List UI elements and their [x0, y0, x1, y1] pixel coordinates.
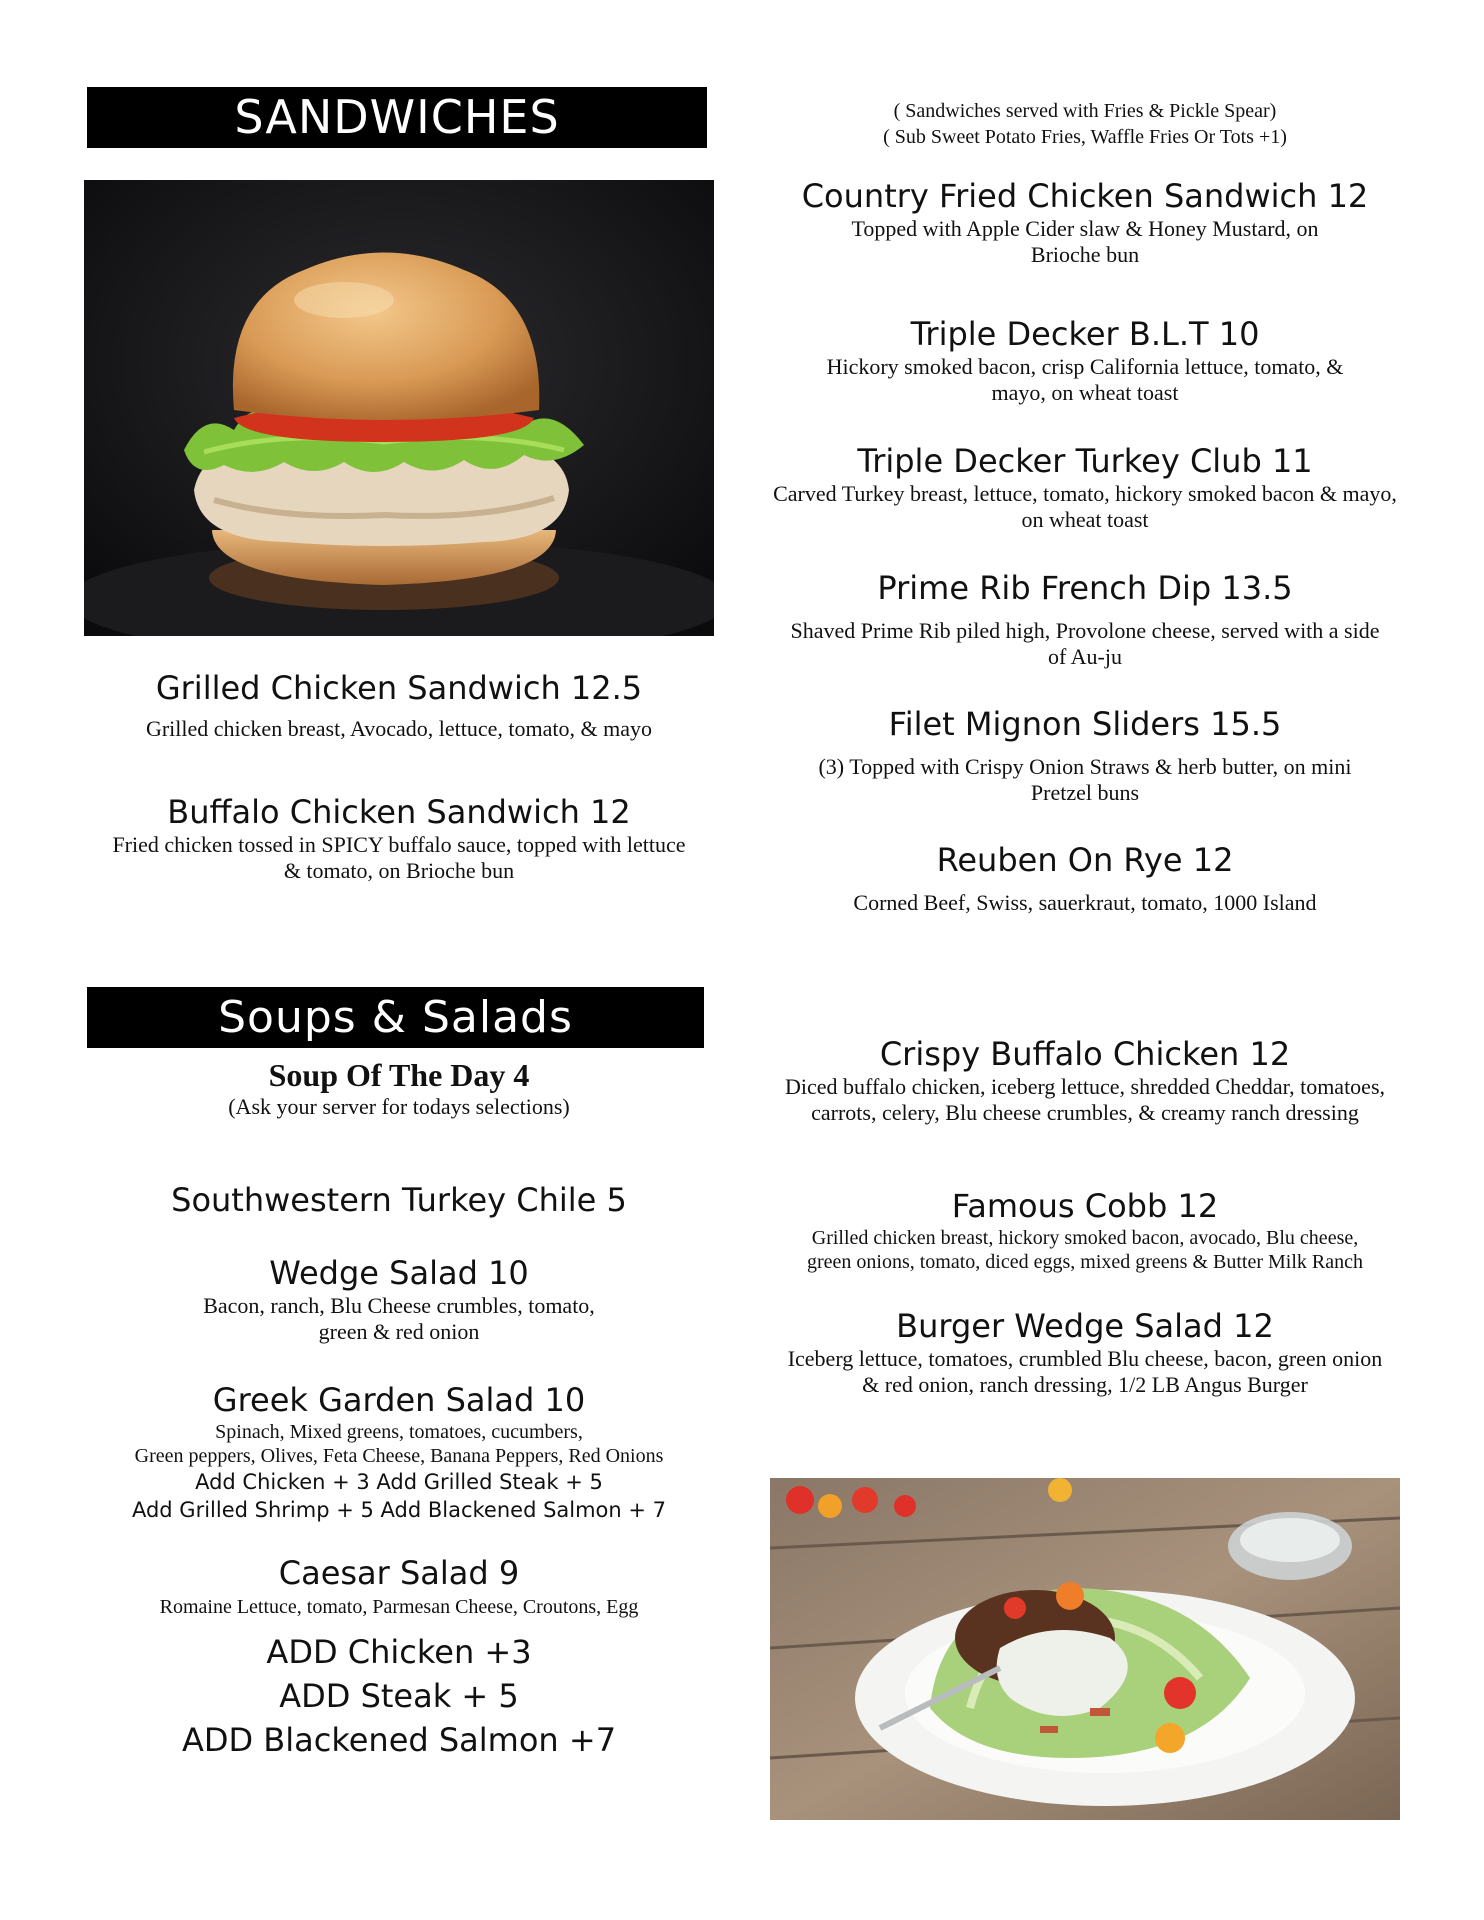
item-description: Topped with Apple Cider slaw & Honey Mustard, on Brioche bun	[851, 216, 1319, 267]
item-name: Country Fried Chicken Sandwich 12	[801, 177, 1369, 215]
item-description: Shaved Prime Rib piled high, Provolone cheese, served with a side of Au-ju	[790, 618, 1380, 669]
item-description: Grilled chicken breast, Avocado, lettuce, tomato, & mayo	[145, 716, 653, 741]
menu-item-southwestern-turkey-chile	[84, 1180, 714, 1220]
item-description: Diced buffalo chicken, iceberg lettuce, shredded Cheddar, tomatoes, carrots, celery, Blu cheese crumbles, & creamy ranch dressing	[784, 1074, 1386, 1125]
item-addon-line: Add Chicken + 3 Add Grilled Steak + 5	[195, 1470, 603, 1494]
item-description: Fried chicken tossed in SPICY buffalo sauce, topped with lettuce & tomato, on Brioche bun	[112, 832, 686, 883]
soups-salads-section-title: Soups & Salads	[87, 987, 704, 1048]
item-name: Burger Wedge Salad 12	[896, 1307, 1274, 1345]
item-name: Triple Decker B.L.T 10	[910, 315, 1260, 353]
sides-note-line: ( Sub Sweet Potato Fries, Waffle Fries Or Tots +1)	[883, 126, 1287, 148]
item-description: Iceberg lettuce, tomatoes, crumbled Blu cheese, bacon, green onion & red onion, ranch dressing, 1/2 LB Angus Burger	[787, 1346, 1383, 1397]
item-description-line: green onions, tomato, diced eggs, mixed greens & Butter Milk Ranch	[807, 1251, 1363, 1273]
menu-item-prime-rib-french-dip	[770, 568, 1400, 670]
menu-item-soup-of-the-day	[84, 1056, 714, 1120]
item-description-line: Grilled chicken breast, hickory smoked bacon, avocado, Blu cheese,	[811, 1227, 1359, 1249]
item-name: Wedge Salad 10	[269, 1254, 529, 1292]
item-name: Buffalo Chicken Sandwich 12	[167, 793, 631, 831]
item-name: Southwestern Turkey Chile 5	[171, 1181, 627, 1219]
item-name: Grilled Chicken Sandwich 12.5	[155, 669, 643, 707]
item-description: Carved Turkey breast, lettuce, tomato, hickory smoked bacon & mayo, on wheat toast	[773, 481, 1397, 532]
menu-item-wedge-salad	[104, 1253, 694, 1345]
add-on-steak: ADD Steak + 5	[279, 1677, 519, 1715]
add-on-chicken: ADD Chicken +3	[266, 1633, 532, 1671]
item-description-line: Green peppers, Olives, Feta Cheese, Banana Peppers, Red Onions	[134, 1445, 664, 1467]
menu-item-burger-wedge-salad	[770, 1306, 1400, 1398]
item-name: Famous Cobb 12	[951, 1187, 1219, 1225]
item-description-line: Spinach, Mixed greens, tomatoes, cucumbers,	[215, 1421, 583, 1443]
salad-add-ons	[84, 1630, 714, 1762]
sandwiches-section-title: SANDWICHES	[87, 87, 707, 148]
item-name: Crispy Buffalo Chicken 12	[879, 1035, 1291, 1073]
add-on-blackened-salmon: ADD Blackened Salmon +7	[181, 1721, 617, 1759]
item-name: Greek Garden Salad 10	[212, 1381, 586, 1419]
item-description: (3) Topped with Crispy Onion Straws & herb butter, on mini Pretzel buns	[818, 754, 1352, 805]
menu-item-triple-decker-blt	[770, 314, 1400, 406]
menu-item-buffalo-chicken-sandwich	[104, 792, 694, 884]
item-name: Caesar Salad 9	[278, 1554, 520, 1592]
item-name: Soup Of The Day 4	[268, 1057, 530, 1093]
item-description: Bacon, ranch, Blu Cheese crumbles, tomato, green & red onion	[203, 1293, 595, 1344]
burger-wedge-salad-photo	[770, 1478, 1400, 1820]
item-description: Romaine Lettuce, tomato, Parmesan Cheese, Croutons, Egg	[159, 1596, 639, 1618]
menu-item-filet-mignon-sliders	[770, 704, 1400, 806]
item-name: Prime Rib French Dip 13.5	[877, 569, 1293, 607]
menu-item-grilled-chicken-sandwich	[84, 668, 714, 742]
menu-item-country-fried-chicken-sandwich	[770, 176, 1400, 268]
item-name: Reuben On Rye 12	[936, 841, 1234, 879]
menu-item-crispy-buffalo-chicken	[770, 1034, 1400, 1126]
item-name: Triple Decker Turkey Club 11	[857, 442, 1313, 480]
menu-item-triple-decker-turkey-club	[770, 441, 1400, 533]
item-description: Corned Beef, Swiss, sauerkraut, tomato, 1000 Island	[853, 890, 1317, 915]
item-addon-line: Add Grilled Shrimp + 5 Add Blackened Salmon + 7	[131, 1498, 667, 1522]
sandwich-sides-note	[770, 98, 1400, 150]
item-name: Filet Mignon Sliders 15.5	[888, 705, 1282, 743]
item-description: Hickory smoked bacon, crisp California lettuce, tomato, & mayo, on wheat toast	[826, 354, 1344, 405]
menu-item-greek-garden-salad	[84, 1380, 714, 1524]
sides-note-line: ( Sandwiches served with Fries & Pickle Spear)	[893, 100, 1277, 122]
menu-item-famous-cobb	[770, 1186, 1400, 1274]
item-description: (Ask your server for todays selections)	[228, 1094, 570, 1119]
menu-item-caesar-salad	[84, 1553, 714, 1621]
menu-item-reuben-on-rye	[770, 840, 1400, 916]
grilled-chicken-sandwich-photo	[84, 180, 714, 636]
